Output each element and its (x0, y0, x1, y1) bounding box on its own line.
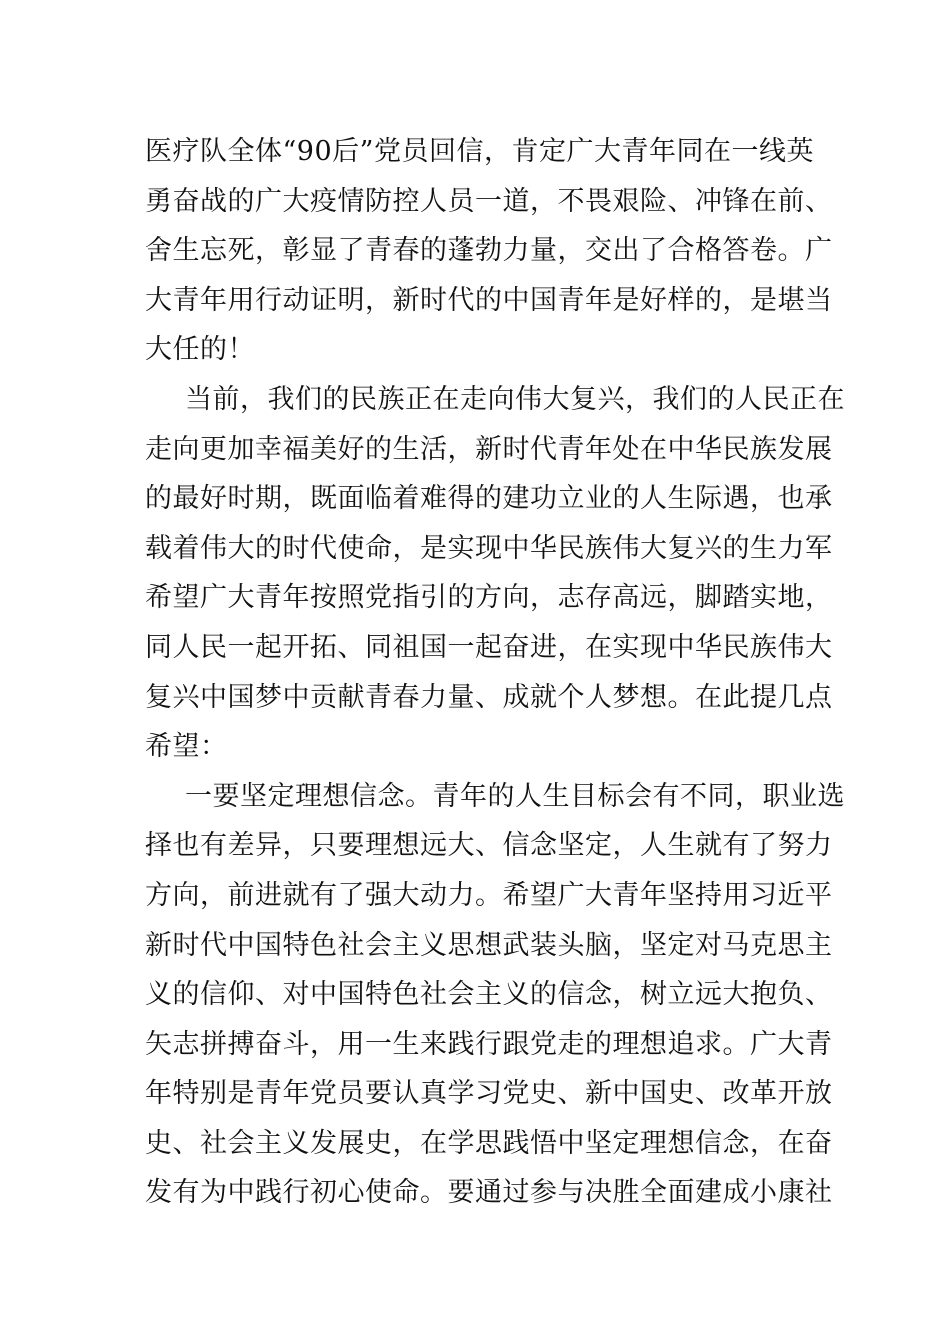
text-line: 同人民一起开拓、同祖国一起奋进，在实现中华民族伟大 (145, 631, 833, 663)
text-line: 择也有差异，只要理想远大、信念坚定，人生就有了努力 (145, 830, 833, 862)
text-line: 的最好时期，既面临着难得的建功立业的人生际遇，也承 (145, 483, 833, 515)
text-line: 大任的！ (145, 334, 255, 366)
text-line: 勇奋战的广大疫情防控人员一道，不畏艰险、冲锋在前、 (145, 185, 833, 217)
text-line: 矢志拼搏奋斗，用一生来践行跟党走的理想追求。广大青 (145, 1028, 833, 1060)
text-line: 方向，前进就有了强大动力。希望广大青年坚持用习近平 (145, 879, 833, 911)
text-line: 大青年用行动证明，新时代的中国青年是好样的，是堪当 (145, 284, 833, 316)
text-line: 希望广大青年按照党指引的方向，志存高远，脚踏实地， (145, 582, 833, 614)
text-line: 史、社会主义发展史，在学思践悟中坚定理想信念，在奋 (145, 1127, 833, 1159)
text-line: 一要坚定理想信念。青年的人生目标会有不同，职业选 (185, 780, 845, 812)
text-line: 载着伟大的时代使命，是实现中华民族伟大复兴的生力军 (145, 532, 833, 564)
text-line: 医疗队全体“90后”党员回信，肯定广大青年同在一线英 (145, 136, 814, 167)
text-line: 义的信仰、对中国特色社会主义的信念，树立远大抱负、 (145, 979, 833, 1011)
text-line: 发有为中践行初心使命。要通过参与决胜全面建成小康社 (145, 1177, 833, 1209)
text-line: 复兴中国梦中贡献青春力量、成就个人梦想。在此提几点 (145, 681, 833, 713)
text-line: 年特别是青年党员要认真学习党史、新中国史、改革开放 (145, 1078, 833, 1110)
text-line: 走向更加幸福美好的生活，新时代青年处在中华民族发展 (145, 433, 833, 465)
body-text (145, 127, 845, 1218)
text-line: 当前，我们的民族正在走向伟大复兴，我们的人民正在 (185, 383, 845, 415)
text-line: 希望： (145, 731, 228, 763)
text-line: 新时代中国特色社会主义思想武装头脑，坚定对马克思主 (145, 929, 833, 961)
text-line: 舍生忘死，彰显了青春的蓬勃力量，交出了合格答卷。广 (145, 235, 833, 267)
